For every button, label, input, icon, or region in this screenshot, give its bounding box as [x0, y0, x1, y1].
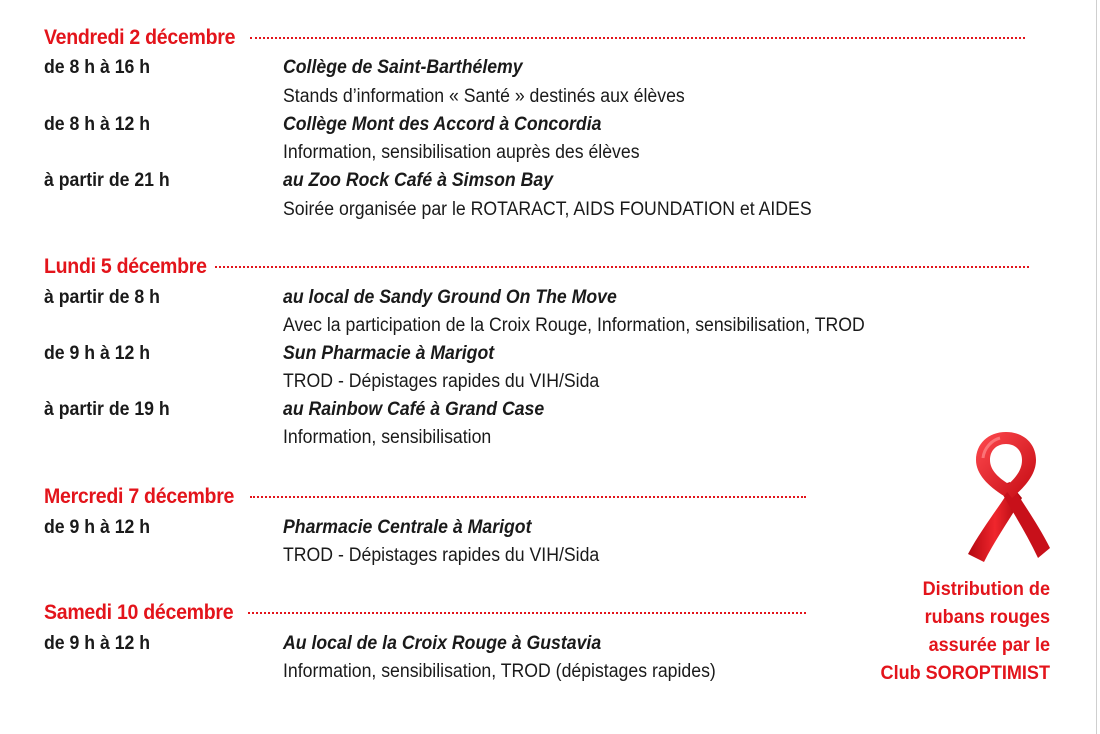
day-heading-vendredi: [44, 26, 1025, 50]
day-title: Mercredi 7 décembre: [44, 485, 235, 508]
day-heading-samedi: [44, 601, 806, 625]
event-time: à partir de 8 h: [44, 287, 160, 308]
event-place: Pharmacie Centrale à Marigot: [283, 517, 532, 538]
event-description: Information, sensibilisation: [283, 427, 492, 448]
event-place: au Zoo Rock Café à Simson Bay: [283, 170, 554, 191]
event-description: Stands d’information « Santé » destinés aux élèves: [283, 86, 685, 107]
event-time: à partir de 19 h: [44, 399, 170, 420]
ribbon-note-line: assurée par le: [928, 635, 1050, 656]
ribbon-note-line: rubans rouges: [924, 607, 1050, 628]
event-time: de 8 h à 16 h: [44, 57, 151, 78]
event-description: Avec la participation de la Croix Rouge, Information, sensibilisation, TROD: [283, 315, 865, 336]
event-time: à partir de 21 h: [44, 170, 170, 191]
dotted-separator: [250, 496, 806, 498]
event-time: de 9 h à 12 h: [44, 517, 151, 538]
dotted-separator: [215, 266, 1029, 268]
red-ribbon-icon: [960, 428, 1052, 564]
event-description: TROD - Dépistages rapides du VIH/Sida: [283, 545, 600, 566]
event-place: au Rainbow Café à Grand Case: [283, 399, 545, 420]
event-place: Sun Pharmacie à Marigot: [283, 343, 495, 364]
event-time: de 9 h à 12 h: [44, 343, 151, 364]
ribbon-note-line: Distribution de: [922, 579, 1050, 600]
event-description: Information, sensibilisation auprès des élèves: [283, 142, 640, 163]
ribbon-distribution-note: [858, 576, 1050, 688]
ribbon-note-line: Club SOROPTIMIST: [880, 663, 1050, 684]
day-heading-mercredi: [44, 485, 806, 509]
event-place: Collège de Saint-Barthélemy: [283, 57, 523, 78]
day-title: Vendredi 2 décembre: [44, 26, 236, 49]
dotted-separator: [248, 612, 806, 614]
page-border: [1096, 0, 1097, 734]
event-time: de 9 h à 12 h: [44, 633, 151, 654]
day-title: Lundi 5 décembre: [44, 255, 207, 278]
dotted-separator: [250, 37, 1025, 39]
event-description: Soirée organisée par le ROTARACT, AIDS FOUNDATION et AIDES: [283, 199, 812, 220]
event-place: au local de Sandy Ground On The Move: [283, 287, 617, 308]
day-title: Samedi 10 décembre: [44, 601, 234, 624]
event-place: Collège Mont des Accord à Concordia: [283, 114, 602, 135]
event-description: TROD - Dépistages rapides du VIH/Sida: [283, 371, 600, 392]
event-place: Au local de la Croix Rouge à Gustavia: [283, 633, 602, 654]
day-heading-lundi: [44, 255, 1029, 279]
event-time: de 8 h à 12 h: [44, 114, 151, 135]
event-description: Information, sensibilisation, TROD (dépistages rapides): [283, 661, 716, 682]
